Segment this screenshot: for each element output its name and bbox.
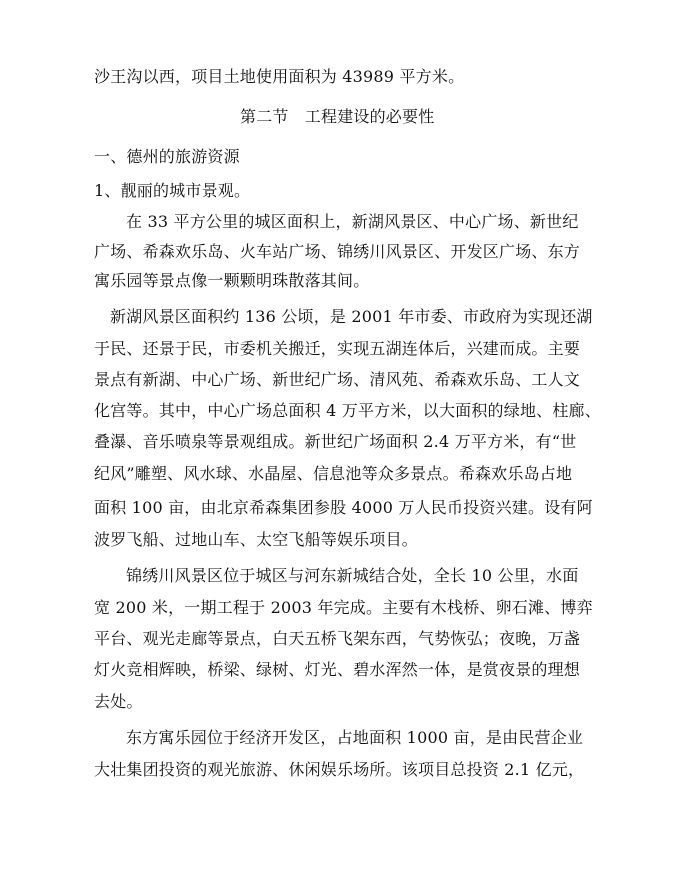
paragraph-line: 东方寓乐园位于经济开发区，占地面积 1000 亩，是由民营企业 (126, 728, 584, 747)
paragraph-line: 在 33 平方公里的城区面积上，新湖风景区、中心广场、新世纪 (126, 212, 579, 231)
paragraph-line: 化宫等。其中，中心广场总面积 4 万平方米，以大面积的绿地、柱廊、 (94, 401, 601, 420)
paragraph-line: 寓乐园等景点像一颗颗明珠散落其间。 (94, 271, 370, 290)
paragraph-line: 景点有新湖、中心广场、新世纪广场、清风苑、希森欢乐岛、工人文 (94, 370, 581, 389)
paragraph-line: 大壮集团投资的观光旅游、休闲娱乐场所。该项目总投资 2.1 亿元， (94, 760, 585, 779)
paragraph-line: 叠瀑、音乐喷泉等景观组成。新世纪广场面积 2.4 万平方米，有“世 (94, 432, 577, 451)
intro-line: 沙王沟以西，项目土地使用面积为 43989 平方米。 (94, 67, 465, 86)
section-title: 第二节 工程建设的必要性 (240, 107, 435, 126)
subsection-title: 一、德州的旅游资源 (94, 147, 240, 166)
paragraph-line: 锦绣川风景区位于城区与河东新城结合处，全长 10 公里，水面 (126, 566, 579, 585)
paragraph-line: 于民、还景于民，市委机关搬迁，实现五湖连体后，兴建而成。主要 (94, 339, 581, 358)
paragraph-line: 波罗飞船、过地山车、太空飞船等娱乐项目。 (94, 530, 419, 549)
paragraph-line: 新湖风景区面积约 136 公顷，是 2001 年市委、市政府为实现还湖 (110, 307, 593, 326)
paragraph-line: 平台、观光走廊等景点，白天五桥飞架东西，气势恢弘；夜晚，万盏 (94, 629, 581, 648)
paragraph-line: 去处。 (94, 692, 143, 711)
paragraph-line: 面积 100 亩，由北京希森集团参股 4000 万人民币投资兴建。设有阿 (94, 498, 593, 517)
paragraph-line: 纪风”雕塑、风水球、水晶屋、信息池等众多景点。希森欢乐岛占地 (94, 464, 573, 483)
paragraph-line: 灯火竞相辉映，桥梁、绿树、灯光、碧水浑然一体，是赏夜景的理想 (94, 660, 581, 679)
paragraph-line: 广场、希森欢乐岛、火车站广场、锦绣川风景区、开发区广场、东方 (94, 242, 581, 261)
item-title: 1、靓丽的城市景观。 (94, 181, 251, 200)
paragraph-line: 宽 200 米，一期工程于 2003 年完成。主要有木栈桥、卵石滩、博弈 (94, 598, 593, 617)
